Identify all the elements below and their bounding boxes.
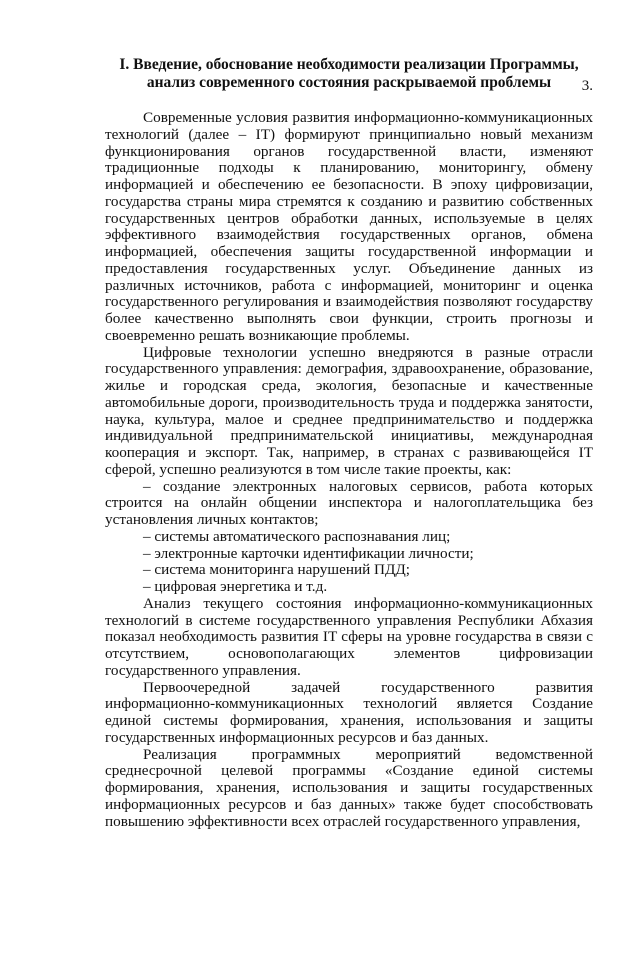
paragraph-implementation: Реализация программных мероприятий ведомственной среднесрочной целевой программы «Создание единой системы формирования, хранения, использования и защиты государственных информационных ресурсов и баз данных» также будет способствовать повышению эффективности всех отраслей государственного управления, [105,745,593,830]
list-item: – электронные карточки идентификации личности; [143,544,474,562]
list-item: – цифровая энергетика и т.д. [143,578,328,595]
paragraph-analysis: Анализ текущего состояния информационно-коммуникационных технологий в системе государственного управления Республики Абхазия показал необходимость развития IT сферы на уровне государства в связи с отсутствием, основополагающих элементов цифровизации государственного управления. [105,594,593,679]
list-item: – создание электронных налоговых сервисов, работа которых строится на онлайн общении инспектора и налогоплательщика без установления личных контактов; [105,477,593,528]
document-page [0,56,640,961]
paragraph-priority-task: Первоочередной задачей государственного развития информационно-коммуникационных технологий является Создание единой системы формирования, хранения, использования и защиты государственных информационных ресурсов и баз данных. [105,678,593,746]
list-item: – система мониторинга нарушений ПДД; [143,561,410,579]
list-item: – системы автоматического распознавания лиц; [143,527,451,545]
section-heading: I. Введение, обоснование необходимости реализации Программы, анализ современного состояния раскрываемой проблемы [119,56,579,91]
body-text [105,110,593,830]
paragraph-intro: Современные условия развития информационно-коммуникационных технологий (далее – IT) формируют принципиально новый механизм функционирования органов государственной власти, изменяют традиционные подходы к планированию, мониторингу, обмену информацией и обеспечению ее безопасности. В эпоху цифровизации, государства страны мира стремятся к созданию и развитию собственных государственных центров обработки данных, используемые в целях эффективного взаимодействия государственных органов, обмена информацией, обеспечения защиты государственной информации и предоставления государственных услуг. Объединение данных из различных источников, работа с информацией, мониторинг и оценка государственного регулирования и взаимодействия позволяют государству более качественно выполнять свои функции, строить прогнозы и своевременно решать возникающие проблемы. [105,109,593,344]
paragraph-digital-tech: Цифровые технологии успешно внедряются в разные отрасли государственного управления: демография, здравоохранение, образование, жилье и городская среда, экология, безопасные и качественные автомобильные дороги, производительность труда и поддержка занятости, наука, культура, малое и среднее предпринимательство и поддержка индивидуальной предпринимательской инициативы, международная кооперация и экспорт. Так, например, в странах с развивающейся IT сферой, успешно реализуются в том числе такие проекты, как: [105,343,593,478]
page-number: 3. [581,78,593,94]
